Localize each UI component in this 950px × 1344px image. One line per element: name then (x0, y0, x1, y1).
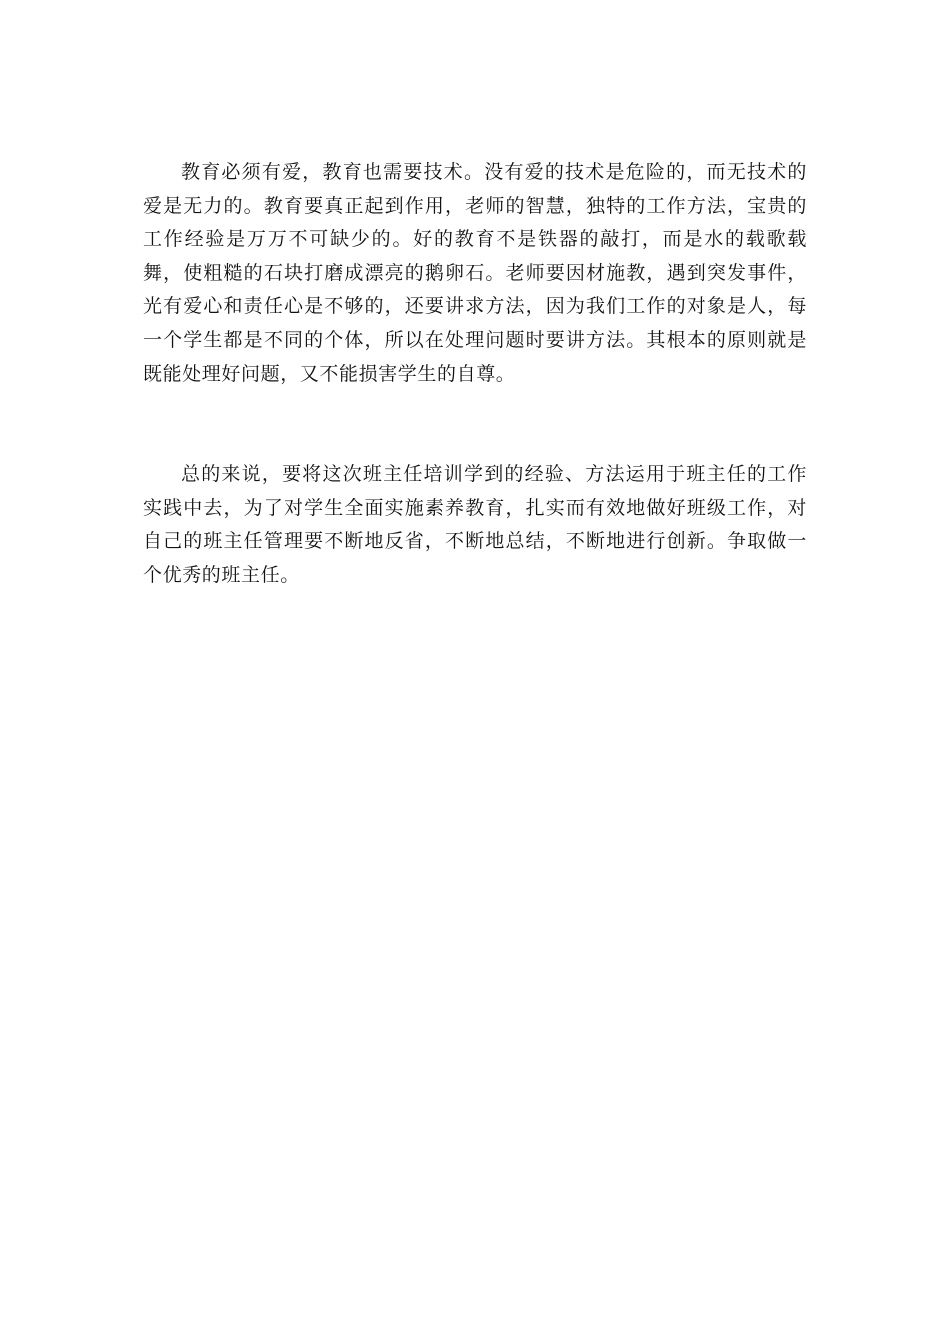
paragraph-summary: 总的来说，要将这次班主任培训学到的经验、方法运用于班主任的工作实践中去，为了对学生全面实施素养教育，扎实而有效地做好班级工作，对自己的班主任管理要不断地反省，不断地总结，不断地进行创新。争取做一个优秀的班主任。 (143, 463, 807, 586)
paragraph-education-love: 教育必须有爱，教育也需要技术。没有爱的技术是危险的，而无技术的爱是无力的。教育要真正起到作用，老师的智慧，独特的工作方法，宝贵的工作经验是万万不可缺少的。好的教育不是铁器的敲打，而是水的载歌载舞，使粗糙的石块打磨成漂亮的鹅卵石。老师要因材施教，遇到突发事件，光有爱心和责任心是不够的，还要讲求方法，因为我们工作的对象是人，每一个学生都是不同的个体，所以在处理问题时要讲方法。其根本的原则就是既能处理好问题，又不能损害学生的自尊。 (143, 161, 807, 385)
document-body (143, 156, 807, 593)
